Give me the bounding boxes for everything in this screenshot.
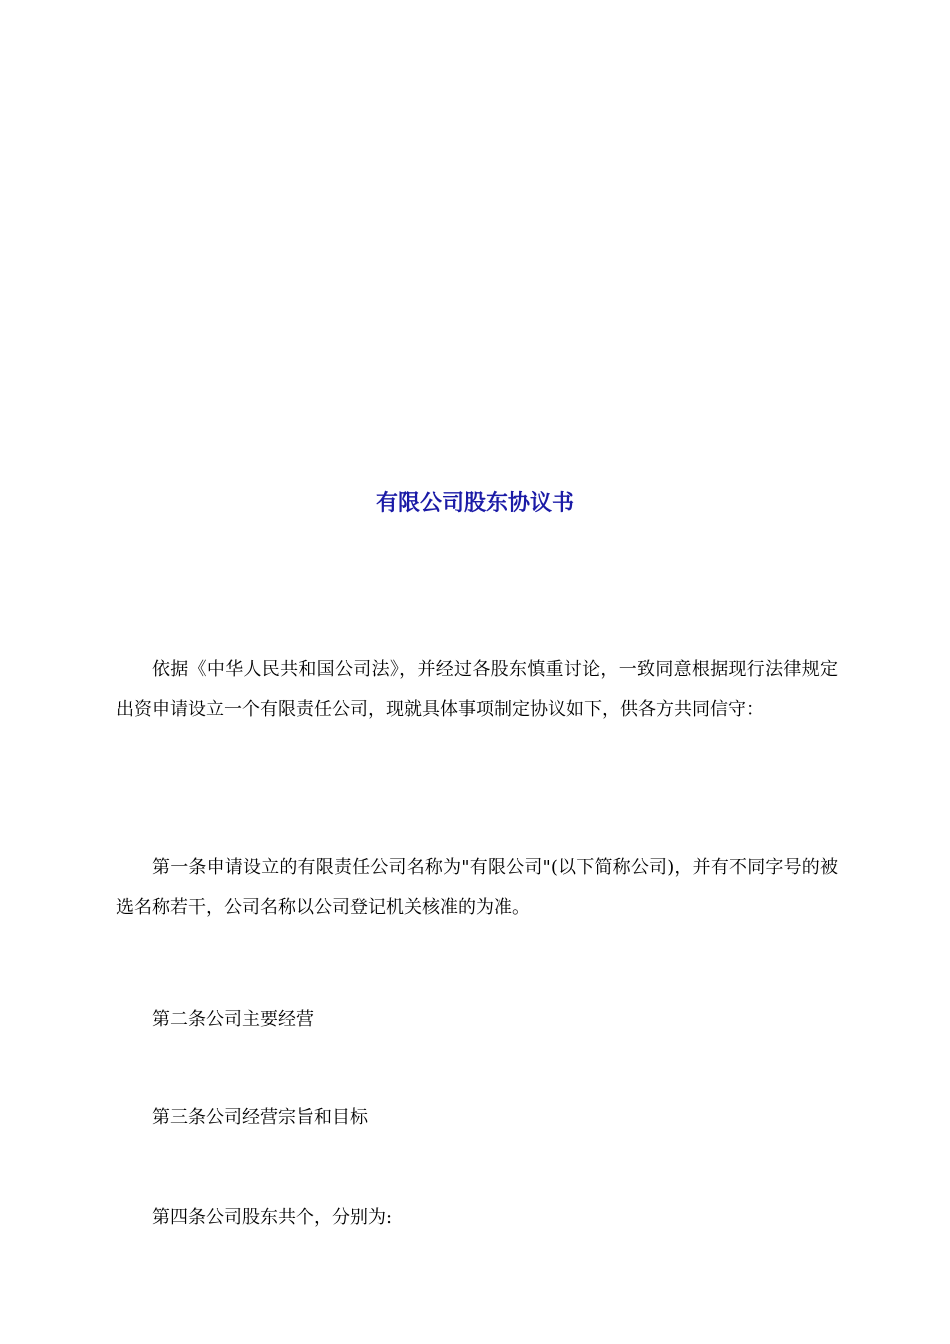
paragraph-article-4: 第四条公司股东共个，分别为: <box>152 1207 393 1228</box>
paragraph-article-3: 第三条公司经营宗旨和目标 <box>152 1107 368 1128</box>
paragraph-article-2: 第二条公司主要经营 <box>152 1009 314 1030</box>
paragraph-article-1: 第一条申请设立的有限责任公司名称为"有限公司"(以下简称公司)，并有不同字号的被选名称若干，公司名称以公司登记机关核准的为准。 <box>116 857 838 918</box>
document-title: 有限公司股东协议书 <box>375 490 574 516</box>
paragraph-preamble: 依据《中华人民共和国公司法》，并经过各股东慎重讨论，一致同意根据现行法律规定出资申请设立一个有限责任公司，现就具体事项制定协议如下，供各方共同信守： <box>116 659 838 720</box>
